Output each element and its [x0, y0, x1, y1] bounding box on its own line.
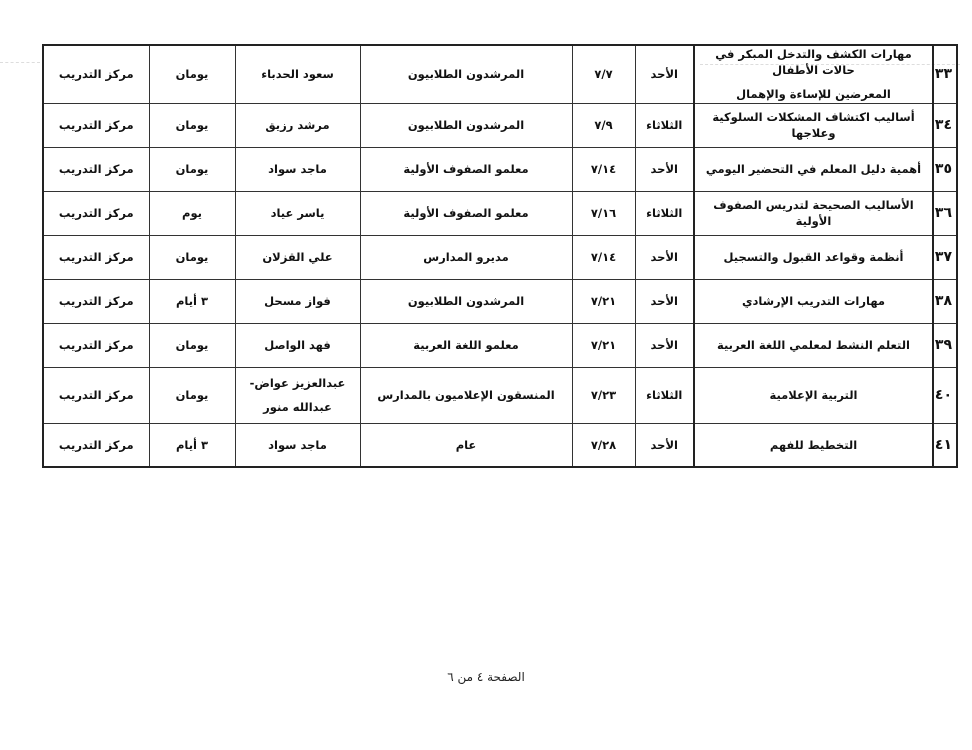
course-title-line: أساليب اكتشاف المشكلات السلوكية وعلاجها [712, 110, 915, 140]
row-number-cell: ٤١ [933, 423, 957, 467]
course-title-line: التخطيط للفهم [769, 437, 858, 452]
course-title-cell [694, 323, 933, 367]
row-number-cell: ٤٠ [933, 367, 957, 423]
table-row [43, 147, 957, 191]
table-body [43, 45, 957, 467]
training-schedule-table [42, 44, 958, 468]
target-audience-cell: المنسقون الإعلاميون بالمدارس [360, 367, 572, 423]
day-cell: الأحد [635, 147, 694, 191]
scan-artifact-line [0, 62, 40, 63]
target-audience-cell: معلمو اللغة العربية [360, 323, 572, 367]
row-number-cell: ٣٥ [933, 147, 957, 191]
target-audience-cell: عام [360, 423, 572, 467]
table-row [43, 367, 957, 423]
trainer-line: ماجد سواد [268, 162, 327, 176]
row-number-cell: ٣٣ [933, 45, 957, 103]
date-cell: ٧/١٤ [572, 235, 635, 279]
place-cell: مركز التدريب [43, 191, 149, 235]
trainer-cell [235, 103, 360, 147]
date-cell: ٧/١٦ [572, 191, 635, 235]
trainer-cell [235, 191, 360, 235]
trainer-cell [235, 45, 360, 103]
trainer-line: عبدالعزيز عواض- [249, 376, 346, 390]
table-row [43, 423, 957, 467]
day-cell: الثلاثاء [635, 367, 694, 423]
duration-cell: يومان [149, 323, 235, 367]
course-title-cell [694, 45, 933, 103]
trainer-cell [235, 279, 360, 323]
trainer-line: فهد الواصل [264, 338, 331, 352]
target-audience-cell: المرشدون الطلابيون [360, 45, 572, 103]
page-number: الصفحة ٤ من ٦ [447, 670, 525, 684]
row-number-cell: ٣٦ [933, 191, 957, 235]
course-title-cell [694, 279, 933, 323]
day-cell: الأحد [635, 235, 694, 279]
date-cell: ٧/٢١ [572, 323, 635, 367]
target-audience-cell: مديرو المدارس [360, 235, 572, 279]
trainer-line: عبدالله منور [263, 400, 332, 414]
duration-cell: يومان [149, 235, 235, 279]
duration-cell: يوم [149, 191, 235, 235]
table-row [43, 235, 957, 279]
place-cell: مركز التدريب [43, 103, 149, 147]
target-audience-cell: المرشدون الطلابيون [360, 279, 572, 323]
table-row [43, 45, 957, 103]
course-title-line: المعرضين للإساءة والإهمال [736, 87, 891, 102]
date-cell: ٧/٢١ [572, 279, 635, 323]
day-cell: الأحد [635, 323, 694, 367]
trainer-cell [235, 367, 360, 423]
course-title-cell [694, 103, 933, 147]
date-cell: ٧/١٤ [572, 147, 635, 191]
trainer-line: ماجد سواد [268, 437, 327, 452]
target-audience-cell: معلمو الصفوف الأولية [360, 191, 572, 235]
course-title-cell [694, 147, 933, 191]
duration-cell: يومان [149, 45, 235, 103]
trainer-cell [235, 323, 360, 367]
date-cell: ٧/٢٣ [572, 367, 635, 423]
day-cell: الثلاثاء [635, 103, 694, 147]
course-title-line: أهمية دليل المعلم في التحضير اليومي [705, 162, 922, 176]
table-row [43, 323, 957, 367]
course-title-cell [694, 191, 933, 235]
row-number-cell: ٣٩ [933, 323, 957, 367]
day-cell: الأحد [635, 423, 694, 467]
course-title-line: مهارات التدريب الإرشادي [741, 294, 886, 308]
place-cell: مركز التدريب [43, 323, 149, 367]
duration-cell: يومان [149, 367, 235, 423]
trainer-line: سعود الحدباء [261, 67, 334, 82]
course-title-cell [694, 423, 933, 467]
trainer-line: فواز مسحل [264, 294, 331, 308]
duration-cell: يومان [149, 147, 235, 191]
place-cell: مركز التدريب [43, 147, 149, 191]
course-title-line: الأساليب الصحيحة لتدريس الصفوف الأولية [713, 198, 914, 228]
place-cell: مركز التدريب [43, 45, 149, 103]
row-number-cell: ٣٧ [933, 235, 957, 279]
table-row [43, 279, 957, 323]
course-title-line: التعلم النشط لمعلمي اللغة العربية [716, 338, 910, 352]
target-audience-cell: معلمو الصفوف الأولية [360, 147, 572, 191]
day-cell: الأحد [635, 279, 694, 323]
trainer-cell [235, 147, 360, 191]
date-cell: ٧/٧ [572, 45, 635, 103]
place-cell: مركز التدريب [43, 423, 149, 467]
date-cell: ٧/٩ [572, 103, 635, 147]
duration-cell: ٣ أيام [149, 279, 235, 323]
place-cell: مركز التدريب [43, 367, 149, 423]
duration-cell: ٣ أيام [149, 423, 235, 467]
trainer-cell [235, 235, 360, 279]
table-row [43, 103, 957, 147]
duration-cell: يومان [149, 103, 235, 147]
day-cell: الثلاثاء [635, 191, 694, 235]
place-cell: مركز التدريب [43, 235, 149, 279]
course-title-line: مهارات الكشف والتدخل المبكر في حالات الأطفال [715, 47, 912, 78]
date-cell: ٧/٢٨ [572, 423, 635, 467]
course-title-line: أنظمة وقواعد القبول والتسجيل [723, 250, 904, 264]
table-row [43, 191, 957, 235]
course-title-cell [694, 367, 933, 423]
trainer-line: مرشد رزيق [265, 118, 330, 132]
place-cell: مركز التدريب [43, 279, 149, 323]
trainer-cell [235, 423, 360, 467]
course-title-cell [694, 235, 933, 279]
trainer-line: علي القزلان [262, 250, 333, 264]
day-cell: الأحد [635, 45, 694, 103]
trainer-line: ياسر عياد [270, 206, 325, 220]
course-title-line: التربية الإعلامية [769, 388, 858, 402]
row-number-cell: ٣٤ [933, 103, 957, 147]
row-number-cell: ٣٨ [933, 279, 957, 323]
target-audience-cell: المرشدون الطلابيون [360, 103, 572, 147]
